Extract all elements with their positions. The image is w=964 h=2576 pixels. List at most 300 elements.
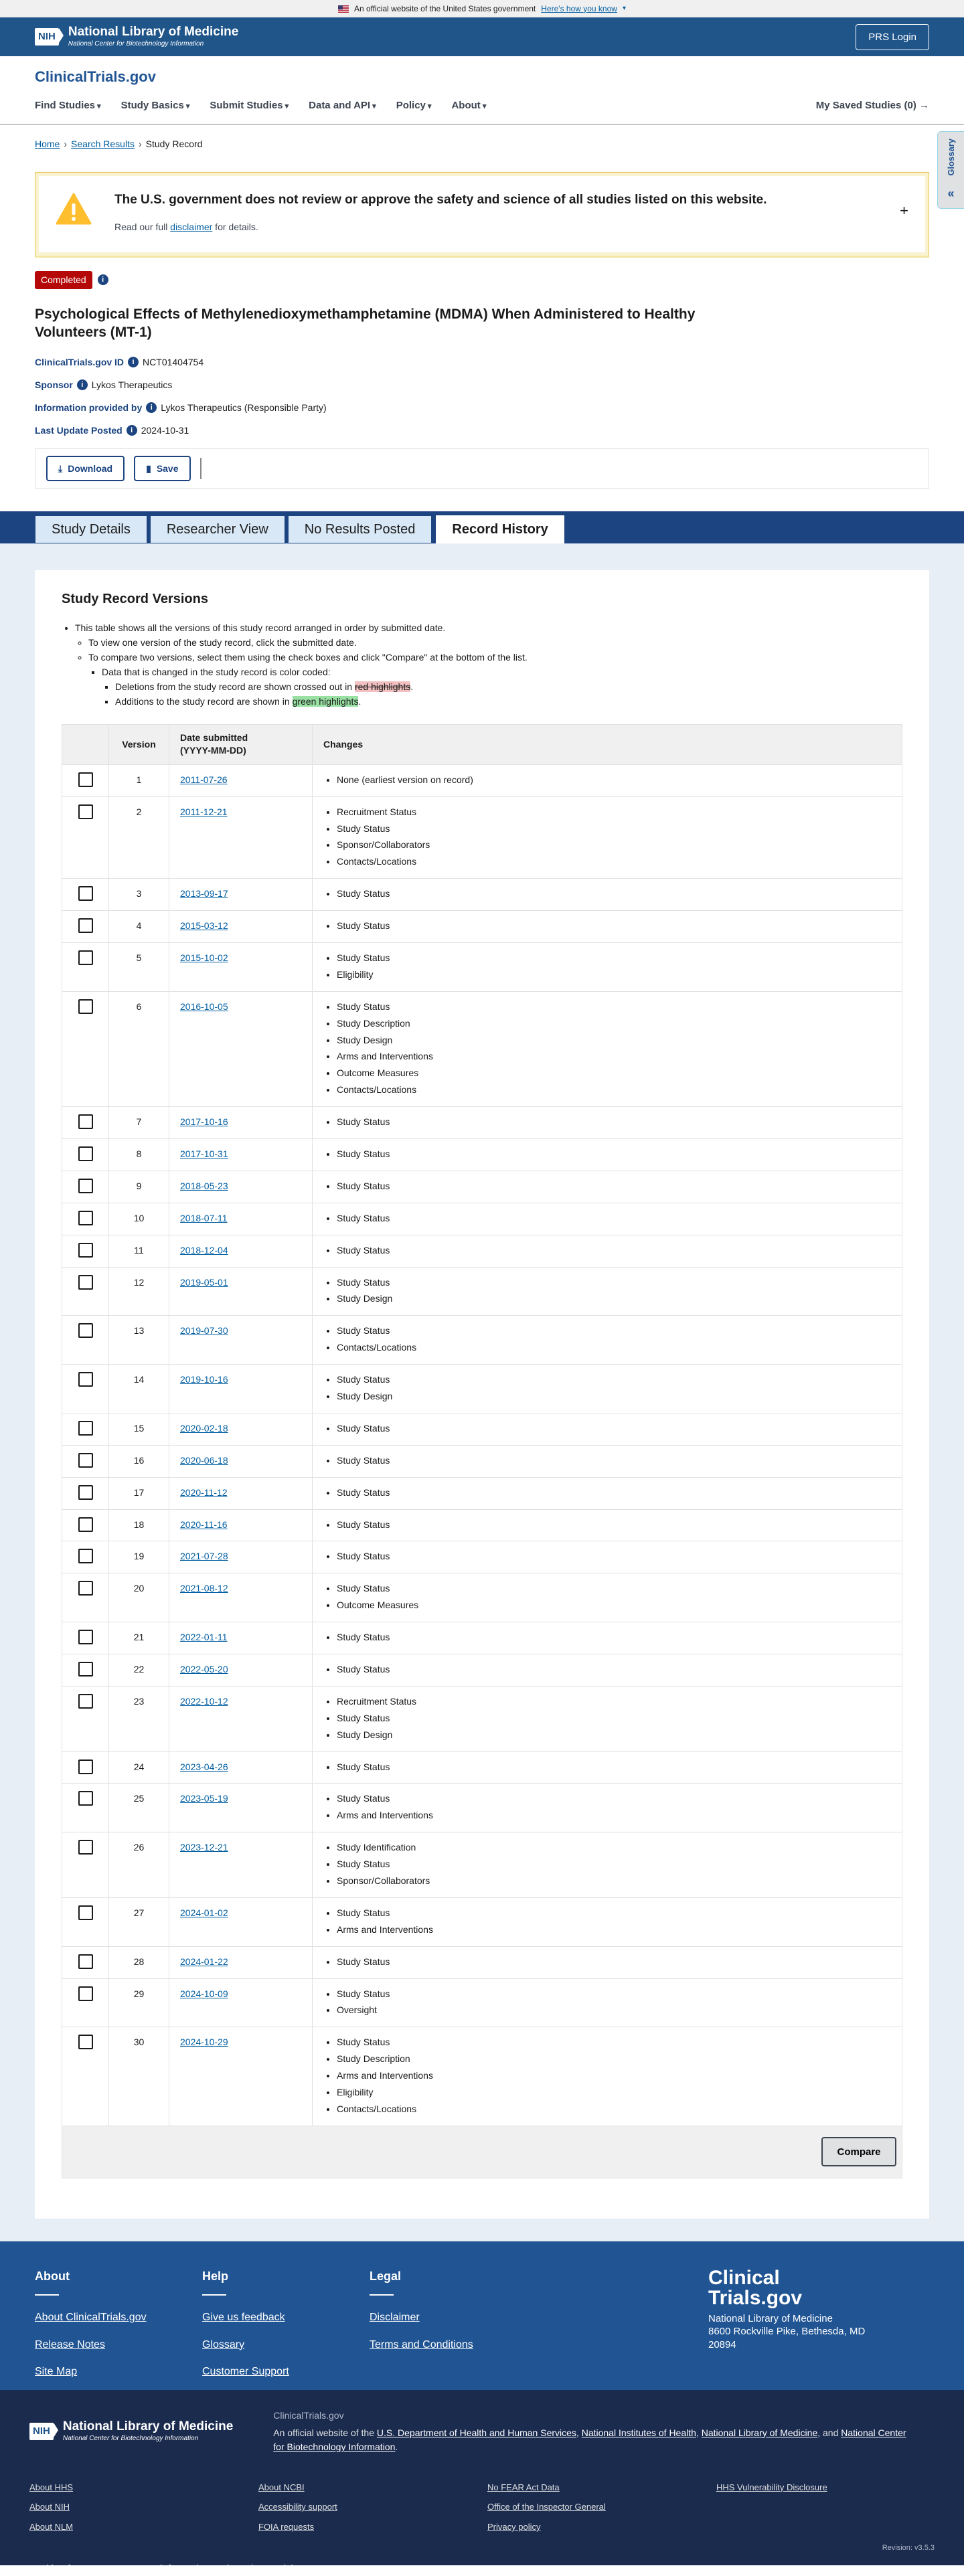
select-cell — [62, 1316, 109, 1365]
change-item: • Study Status — [337, 1550, 891, 1563]
version-checkbox[interactable] — [78, 1179, 93, 1193]
version-date-link[interactable]: 2020-02-18 — [180, 1422, 228, 1434]
version-checkbox[interactable] — [78, 1453, 93, 1468]
nih-logo-mark: NIH — [29, 2423, 54, 2440]
table-row — [62, 1751, 902, 1784]
footer-link[interactable]: Site Map — [35, 2366, 78, 2378]
version-checkbox[interactable] — [78, 1485, 93, 1500]
version-checkbox[interactable] — [78, 804, 93, 819]
table-row — [62, 764, 902, 796]
footer-bottom-link[interactable]: Privacy policy — [487, 2521, 541, 2532]
change-item: • Study Status — [337, 1422, 891, 1435]
footer-link[interactable]: Terms and Conditions — [370, 2338, 473, 2350]
version-date-link[interactable]: 2018-05-23 — [180, 1180, 228, 1191]
save-button[interactable] — [134, 456, 190, 481]
version-cell — [109, 942, 169, 991]
footer-link[interactable]: Give us feedback — [202, 2312, 285, 2324]
version-date-link[interactable]: 2022-10-12 — [180, 1695, 228, 1707]
footer-bottom-link[interactable]: About NLM — [29, 2521, 74, 2532]
version-number: 4 — [136, 920, 142, 932]
version-date-link[interactable]: 2017-10-16 — [180, 1116, 228, 1128]
date-cell — [169, 1107, 313, 1139]
changes-cell — [313, 1654, 902, 1687]
version-number: 11 — [134, 1244, 144, 1256]
version-checkbox[interactable] — [78, 1323, 93, 1338]
changes-cell — [313, 879, 902, 911]
select-cell — [62, 1235, 109, 1267]
changes-cell — [313, 911, 902, 943]
changes-list — [323, 1454, 891, 1467]
hhs-link[interactable]: U.S. Department of Health and Human Services — [376, 2427, 576, 2438]
changes-cell — [313, 1509, 902, 1541]
nih-logo-mark: NIH — [35, 28, 59, 46]
nlm-title: National Library of Medicine — [62, 2419, 234, 2434]
version-checkbox[interactable] — [78, 1581, 93, 1596]
footer-bottom-link[interactable]: About HHS — [29, 2482, 74, 2492]
select-cell — [62, 991, 109, 1106]
ncbi-subtitle: National Center for Biotechnology Information — [62, 2435, 199, 2443]
footer-help-heading: Help — [202, 2269, 229, 2283]
changes-list — [323, 1550, 891, 1563]
version-checkbox[interactable] — [78, 1759, 93, 1774]
footer-bottom-link[interactable]: About NCBI — [258, 2482, 305, 2492]
info-provided-label: Information provided by — [35, 402, 143, 413]
select-cell — [62, 1832, 109, 1898]
version-checkbox[interactable] — [78, 1986, 93, 2001]
change-item: • Study Status — [337, 1276, 891, 1289]
changes-list — [323, 920, 891, 932]
version-checkbox[interactable] — [78, 1840, 93, 1855]
header-select — [62, 724, 109, 764]
version-cell — [109, 1751, 169, 1784]
version-checkbox[interactable] — [78, 886, 93, 901]
date-cell — [169, 1267, 313, 1316]
date-cell — [169, 1203, 313, 1235]
version-checkbox[interactable] — [78, 1211, 93, 1225]
change-item: • Study Status — [337, 1663, 891, 1676]
version-date-link[interactable]: 2016-10-05 — [180, 1001, 228, 1012]
nih-header — [0, 17, 964, 56]
version-date-link[interactable]: 2024-01-02 — [180, 1907, 228, 1918]
nav-data-and-api[interactable]: Data and API ▾ — [309, 99, 376, 112]
footer-bottom-link[interactable]: HHS Vulnerability Disclosure — [716, 2482, 827, 2492]
header-version: Version — [109, 724, 169, 764]
version-cell — [109, 1541, 169, 1573]
last-update-value: 2024-10-31 — [141, 424, 189, 436]
version-date-link[interactable]: 2023-12-21 — [180, 1842, 228, 1853]
changes-cell — [313, 764, 902, 796]
tab-study-details[interactable]: Study Details — [35, 515, 147, 543]
version-date-link[interactable]: 2011-12-21 — [180, 806, 228, 817]
changes-cell — [313, 991, 902, 1106]
table-row — [62, 1171, 902, 1203]
change-item: • Contacts/Locations — [337, 855, 891, 868]
version-number: 1 — [136, 774, 142, 785]
date-cell — [169, 1897, 313, 1946]
version-checkbox[interactable] — [78, 999, 93, 1014]
footer-link[interactable]: Release Notes — [35, 2338, 105, 2350]
usa-gov-link[interactable]: Visit USA.gov — [277, 2563, 339, 2575]
footer-legal-heading: Legal — [370, 2269, 402, 2283]
select-cell — [62, 1477, 109, 1509]
version-cell — [109, 1267, 169, 1316]
change-item: • Study Status — [337, 1373, 891, 1386]
changes-list — [323, 1631, 891, 1644]
changes-cell — [313, 1171, 902, 1203]
changes-list — [323, 1519, 891, 1531]
version-date-link[interactable]: 2023-04-26 — [180, 1761, 228, 1772]
tab-no-results-posted[interactable]: No Results Posted — [288, 515, 432, 543]
change-item: • Study Status — [337, 1761, 891, 1774]
version-date-link[interactable]: 2024-01-22 — [180, 1956, 228, 1967]
changes-cell — [313, 1832, 902, 1898]
instruction-item — [115, 695, 902, 708]
table-header-row — [62, 724, 902, 764]
changes-cell — [313, 1686, 902, 1751]
change-item: • Study Design — [337, 1292, 891, 1305]
changes-list — [323, 1956, 891, 1968]
changes-cell — [313, 1897, 902, 1946]
sponsor-label: Sponsor — [35, 379, 73, 390]
version-date-link[interactable]: 2022-05-20 — [180, 1664, 228, 1675]
version-date-link[interactable]: 2015-10-02 — [180, 952, 228, 963]
date-cell — [169, 1946, 313, 1978]
info-icon[interactable]: i — [77, 379, 88, 390]
date-cell — [169, 1541, 313, 1573]
nct-id-value: NCT01404754 — [143, 356, 204, 367]
select-cell — [62, 911, 109, 943]
tab-researcher-view[interactable]: Researcher View — [150, 515, 285, 543]
version-checkbox[interactable] — [78, 1114, 93, 1129]
date-cell — [169, 1316, 313, 1365]
table-row — [62, 1784, 902, 1832]
changes-list — [323, 1422, 891, 1435]
version-date-link[interactable]: 2020-11-12 — [180, 1486, 228, 1498]
change-item: • Study Status — [337, 1792, 891, 1805]
footer — [0, 2241, 964, 2390]
version-date-link[interactable]: 2022-01-11 — [180, 1632, 228, 1643]
version-cell — [109, 1365, 169, 1413]
version-date-link[interactable]: 2019-10-16 — [180, 1374, 228, 1385]
gov-banner-text: An official website of the United States government — [354, 3, 536, 13]
select-cell — [62, 1654, 109, 1687]
footer-bottom-link[interactable]: About NIH — [29, 2502, 70, 2512]
heres-how-link[interactable]: Here's how you know — [541, 3, 617, 13]
version-checkbox[interactable] — [78, 1421, 93, 1436]
study-title: Psychological Effects of Methylenedioxymethamphetamine (MDMA) When Administered to Healthy Volunteers (MT-1) — [35, 306, 696, 341]
table-row — [62, 1573, 902, 1622]
chevron-right-icon: › — [64, 139, 68, 149]
alert-body-text-end: for details. — [212, 221, 258, 232]
change-item: • Study Status — [337, 1858, 891, 1871]
glossary-label: Glossary — [945, 139, 956, 176]
footer-bottom-link[interactable]: Accessibility support — [258, 2502, 337, 2512]
footer-bottom-link[interactable]: FOIA requests — [258, 2521, 315, 2532]
breadcrumb — [0, 138, 964, 151]
instruction-text: . — [410, 681, 414, 692]
version-cell — [109, 1832, 169, 1898]
version-date-link[interactable]: 2024-10-09 — [180, 1988, 228, 1999]
changes-list — [323, 1373, 891, 1403]
changes-list — [323, 1792, 891, 1822]
version-checkbox[interactable] — [78, 950, 93, 965]
version-cell — [109, 991, 169, 1106]
table-row — [62, 1654, 902, 1687]
date-cell — [169, 879, 313, 911]
version-date-link[interactable]: 2021-07-28 — [180, 1551, 228, 1562]
version-number: 18 — [133, 1519, 145, 1530]
changes-list — [323, 1001, 891, 1096]
select-cell — [62, 796, 109, 879]
version-checkbox[interactable] — [78, 1905, 93, 1920]
version-checkbox[interactable] — [78, 1243, 93, 1258]
version-number: 23 — [133, 1695, 145, 1707]
version-cell — [109, 1897, 169, 1946]
change-item: • Study Description — [337, 1017, 891, 1030]
version-cell — [109, 879, 169, 911]
changes-cell — [313, 1622, 902, 1654]
version-checkbox[interactable] — [78, 1549, 93, 1563]
date-cell — [169, 1751, 313, 1784]
select-cell — [62, 1946, 109, 1978]
version-checkbox[interactable] — [78, 918, 93, 933]
tab-record-history[interactable]: Record History — [434, 514, 565, 543]
change-item: • Study Status — [337, 920, 891, 932]
change-item: • Outcome Measures — [337, 1067, 891, 1080]
version-date-link[interactable]: 2018-07-11 — [180, 1212, 228, 1223]
version-checkbox[interactable] — [78, 772, 93, 787]
divider — [202, 2294, 226, 2296]
footer-bottom — [0, 2390, 964, 2575]
version-date-link[interactable]: 2013-09-17 — [180, 888, 228, 899]
info-icon[interactable]: i — [128, 357, 139, 367]
info-icon[interactable]: i — [127, 425, 137, 436]
footer-desc-text: , — [817, 2427, 821, 2438]
change-item: • Sponsor/Collaborators — [337, 839, 891, 851]
version-date-link[interactable]: 2024-10-29 — [180, 2037, 228, 2048]
version-checkbox[interactable] — [78, 1517, 93, 1532]
change-item: • Study Status — [337, 1486, 891, 1499]
select-cell — [62, 1107, 109, 1139]
change-item: • Study Status — [337, 2036, 891, 2049]
change-item: • Arms and Interventions — [337, 2069, 891, 2082]
table-row — [62, 1365, 902, 1413]
tabs-bar — [0, 511, 964, 543]
change-item: • Study Status — [337, 1519, 891, 1531]
table-row — [62, 1541, 902, 1573]
info-icon[interactable]: i — [98, 274, 108, 285]
version-cell — [109, 1946, 169, 1978]
changes-list — [323, 1486, 891, 1499]
footer-logo-line1: Clinical — [708, 2266, 780, 2289]
select-cell — [62, 1751, 109, 1784]
changes-list — [323, 1761, 891, 1774]
footer-ct-name: ClinicalTrials.gov — [273, 2409, 344, 2421]
footer-ct-logo[interactable] — [708, 2268, 929, 2308]
alert-heading: The U.S. government does not review or approve the safety and science of all studies listed on this website. — [114, 192, 767, 207]
footer-nih-logo[interactable] — [29, 2409, 233, 2455]
gov-banner — [0, 0, 964, 17]
table-row — [62, 879, 902, 911]
download-button[interactable] — [46, 456, 125, 481]
version-checkbox[interactable] — [78, 1372, 93, 1387]
version-number: 22 — [133, 1664, 145, 1675]
change-item: • Contacts/Locations — [337, 2103, 891, 2116]
prs-login-button[interactable]: PRS Login — [856, 24, 929, 50]
date-cell — [169, 1573, 313, 1622]
select-cell — [62, 1978, 109, 2027]
select-cell — [62, 1897, 109, 1946]
info-icon[interactable]: i — [146, 402, 157, 413]
version-cell — [109, 796, 169, 879]
breadcrumb-search-results[interactable]: Search Results — [71, 139, 135, 149]
footer-link[interactable]: About ClinicalTrials.gov — [35, 2312, 147, 2324]
table-row — [62, 1203, 902, 1235]
version-number: 3 — [136, 888, 142, 899]
version-checkbox[interactable] — [78, 1694, 93, 1709]
nih-link[interactable]: National Institutes of Health — [581, 2427, 696, 2438]
changes-cell — [313, 1573, 902, 1622]
change-item: • Study Status — [337, 887, 891, 900]
changes-list — [323, 2036, 891, 2115]
version-date-link[interactable]: 2018-12-04 — [180, 1244, 228, 1256]
footer-official-desc — [273, 2409, 909, 2455]
select-cell — [62, 942, 109, 991]
table-row — [62, 1832, 902, 1898]
changes-list — [323, 1212, 891, 1225]
version-checkbox[interactable] — [78, 1954, 93, 1969]
last-update-label: Last Update Posted — [35, 424, 123, 436]
my-saved-studies-link[interactable]: My Saved Studies (0) → — [815, 99, 929, 111]
change-item: • Study Identification — [337, 1841, 891, 1854]
select-cell — [62, 1267, 109, 1316]
main-nav — [35, 99, 929, 112]
version-checkbox[interactable] — [78, 1791, 93, 1806]
glossary-tab[interactable] — [937, 131, 964, 209]
breadcrumb-home[interactable]: Home — [35, 139, 60, 149]
change-item: • Study Description — [337, 2053, 891, 2065]
version-number: 12 — [133, 1276, 145, 1288]
changes-cell — [313, 1946, 902, 1978]
table-row — [62, 911, 902, 943]
nih-logo[interactable] — [35, 25, 238, 48]
version-checkbox[interactable] — [78, 1662, 93, 1677]
table-row — [62, 1477, 902, 1509]
site-logo[interactable]: ClinicalTrials.gov — [35, 68, 156, 85]
nav-study-basics[interactable]: Study Basics ▾ — [121, 99, 190, 112]
version-cell — [109, 1477, 169, 1509]
footer-desc-text: . — [395, 2441, 398, 2453]
version-number: 2 — [136, 806, 142, 817]
content-area — [0, 543, 964, 2241]
compare-button[interactable]: Compare — [821, 2137, 896, 2166]
select-cell — [62, 764, 109, 796]
version-cell — [109, 1784, 169, 1832]
changes-list — [323, 1180, 891, 1193]
version-date-link[interactable]: 2017-10-31 — [180, 1148, 228, 1159]
version-checkbox[interactable] — [78, 1275, 93, 1290]
change-item: • Study Status — [337, 1907, 891, 1919]
changes-list — [323, 1695, 891, 1741]
version-cell — [109, 2027, 169, 2126]
version-checkbox[interactable] — [78, 1146, 93, 1161]
version-date-link[interactable]: 2019-07-30 — [180, 1325, 228, 1337]
nlm-link[interactable]: National Library of Medicine — [701, 2427, 818, 2438]
version-number: 7 — [136, 1116, 142, 1128]
select-cell — [62, 1541, 109, 1573]
date-cell — [169, 1509, 313, 1541]
version-date-link[interactable]: 2023-05-19 — [180, 1793, 228, 1804]
footer-link[interactable]: Disclaimer — [370, 2312, 420, 2324]
version-date-link[interactable]: 2015-03-12 — [180, 920, 228, 932]
date-cell — [169, 1654, 313, 1687]
footer-addr1: 8600 Rockville Pike, Bethesda, MD — [708, 2326, 866, 2338]
version-date-link[interactable]: 2019-05-01 — [180, 1276, 228, 1288]
date-cell — [169, 1365, 313, 1413]
select-cell — [62, 1509, 109, 1541]
change-item: • Recruitment Status — [337, 1695, 891, 1708]
nav-about[interactable]: About ▾ — [451, 99, 486, 112]
status-row — [35, 271, 929, 289]
header-changes: Changes — [313, 724, 902, 764]
version-date-link[interactable]: 2020-06-18 — [180, 1454, 228, 1466]
changes-cell — [313, 942, 902, 991]
download-label: Download — [68, 463, 113, 475]
record-history-card — [35, 570, 929, 2218]
version-date-link[interactable]: 2011-07-26 — [180, 774, 228, 785]
date-cell — [169, 1445, 313, 1477]
footer-bottom-link[interactable]: No FEAR Act Data — [487, 2482, 560, 2492]
footer-link[interactable]: Customer Support — [202, 2366, 289, 2378]
table-row — [62, 1686, 902, 1751]
version-checkbox[interactable] — [78, 1630, 93, 1644]
changes-list — [323, 1324, 891, 1354]
footer-org: National Library of Medicine — [708, 2312, 833, 2324]
version-cell — [109, 1509, 169, 1541]
version-cell — [109, 1138, 169, 1171]
ncbi-link[interactable]: National Center for Biotechnology Information — [273, 2427, 906, 2453]
section-title: Study Record Versions — [62, 592, 208, 607]
bookmark-icon: ▮ — [146, 462, 151, 474]
version-number: 27 — [133, 1907, 145, 1918]
change-item: • Contacts/Locations — [337, 1341, 891, 1354]
change-item: • Eligibility — [337, 968, 891, 981]
changes-list — [323, 774, 891, 786]
version-number: 29 — [133, 1988, 145, 1999]
select-cell — [62, 1203, 109, 1235]
version-date-link[interactable]: 2021-08-12 — [180, 1583, 228, 1594]
footer-help-column — [202, 2268, 370, 2390]
version-date-link[interactable]: 2020-11-16 — [180, 1519, 228, 1530]
changes-cell — [313, 1477, 902, 1509]
changes-list — [323, 887, 891, 900]
expand-alert-button[interactable]: + — [900, 201, 908, 219]
revision-label: Revision: v3.5.3 — [882, 2543, 935, 2552]
nav-policy[interactable]: Policy ▾ — [396, 99, 432, 112]
disclaimer-link[interactable]: disclaimer — [170, 221, 213, 232]
footer-bottom-link[interactable]: Office of the Inspector General — [487, 2502, 606, 2512]
footer-link[interactable]: Glossary — [202, 2338, 245, 2350]
version-number: 15 — [133, 1422, 145, 1434]
us-flag-icon — [338, 5, 349, 13]
nav-find-studies[interactable]: Find Studies ▾ — [35, 99, 101, 112]
change-item: • Study Status — [337, 952, 891, 964]
chevron-down-icon: ▾ — [622, 5, 626, 13]
version-checkbox[interactable] — [78, 2035, 93, 2049]
download-icon: ⤓ — [58, 462, 63, 474]
changes-list — [323, 1582, 891, 1612]
nav-submit-studies[interactable]: Submit Studies ▾ — [210, 99, 289, 112]
